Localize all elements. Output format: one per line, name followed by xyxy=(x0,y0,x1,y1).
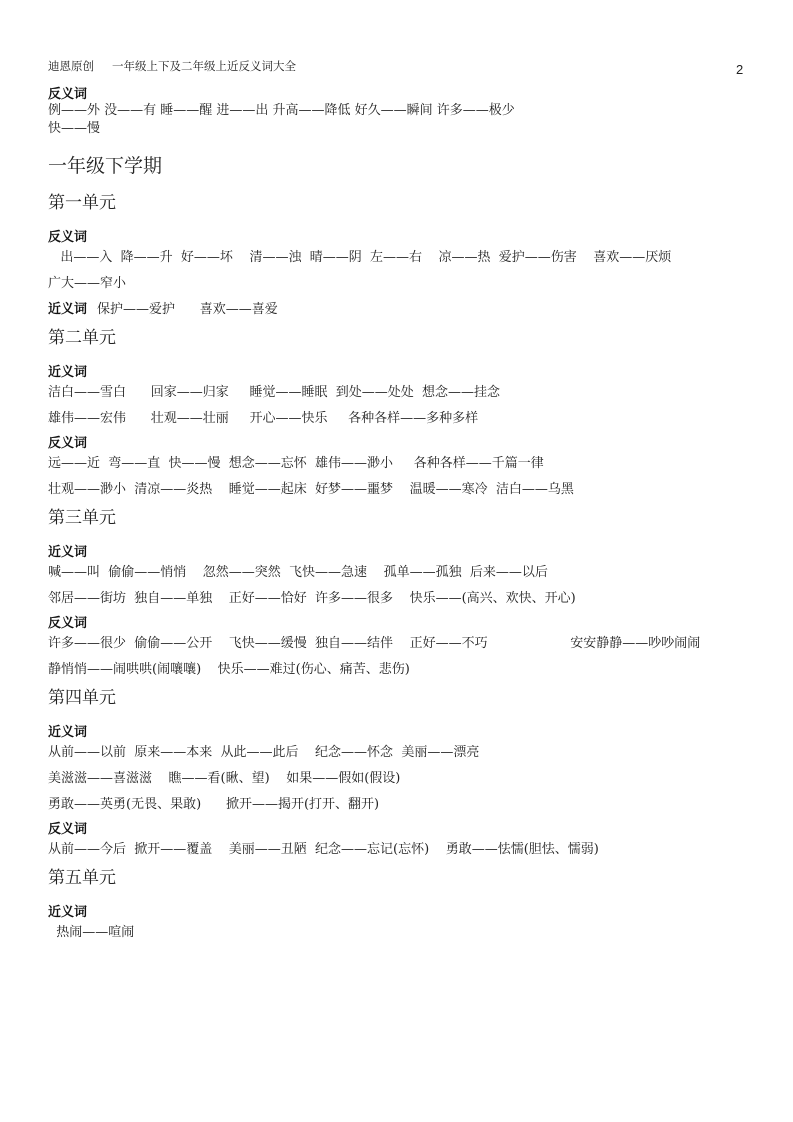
semester-heading: 一年级下学期 xyxy=(48,155,163,177)
page-number: 2 xyxy=(736,62,744,77)
unit-heading: 第五单元 xyxy=(48,868,116,888)
section-label: 近义词 xyxy=(48,725,88,740)
section-label: 近义词 xyxy=(48,302,88,317)
section-label: 反义词 xyxy=(48,436,88,451)
word-pair-line: 例——外 没——有 睡——醒 进——出 升高——降低 好久——瞬间 许多——极少 xyxy=(48,103,515,118)
section-label: 反义词 xyxy=(48,822,88,837)
intro-section xyxy=(48,83,748,138)
unit-1 xyxy=(48,192,748,323)
word-pair-line: 快——慢 xyxy=(48,121,101,136)
section-label: 近义词 xyxy=(48,905,88,920)
word-pair-line: 远——近 弯——直 快——慢 想念——忘怀 雄伟——渺小 各种各样——千篇一律 xyxy=(48,456,544,471)
unit-heading: 第三单元 xyxy=(48,508,116,528)
section-label: 反义词 xyxy=(48,230,88,245)
word-pair-line: 喊——叫 偷偷——悄悄 忽然——突然 飞快——急速 孤单——孤独 后来——以后 xyxy=(48,565,548,580)
section-label: 反义词 xyxy=(48,616,88,631)
word-pair-line: 壮观——渺小 清凉——炎热 睡觉——起床 好梦——噩梦 温暖——寒冷 洁白——乌黑 xyxy=(48,482,574,497)
unit-heading: 第二单元 xyxy=(48,328,116,348)
word-pair-line: 美滋滋——喜滋滋 瞧——看(瞅、望) 如果——假如(假设) xyxy=(48,771,401,786)
word-pair-line: 出——入 降——升 好——坏 清——浊 晴——阴 左——右 凉——热 爱护——伤害 喜欢——厌烦 xyxy=(48,250,672,265)
word-pair-line: 从前——以前 原来——本来 从此——此后 纪念——怀念 美丽——漂亮 xyxy=(48,745,480,760)
header-title: 一年级上下及二年级上近反义词大全 xyxy=(112,59,296,73)
word-pair-line: 洁白——雪白 回家——归家 睡觉——睡眠 到处——处处 想念——挂念 xyxy=(48,385,500,400)
word-pair-line: 邻居——街坊 独自——单独 正好——恰好 许多——很多 快乐——(高兴、欢快、开心) xyxy=(48,591,576,606)
unit-heading: 第四单元 xyxy=(48,688,116,708)
word-pair-line: 静悄悄——闹哄哄(闹嚷嚷) 快乐——难过(伤心、痛苦、悲伤) xyxy=(48,662,410,677)
word-pair-line: 热闹——喧闹 xyxy=(48,925,135,940)
word-pair-text: 保护——爱护 喜欢——喜爱 xyxy=(97,302,278,317)
unit-5 xyxy=(48,867,748,946)
unit-2 xyxy=(48,327,748,503)
word-pair-line: 从前——今后 掀开——覆盖 美丽——丑陋 纪念——忘记(忘怀) 勇敢——怯懦(胆怯、懦弱) xyxy=(48,842,599,857)
word-pair-line: 广大——窄小 xyxy=(48,276,127,291)
word-pair-line: 勇敢——英勇(无畏、果敢) 掀开——揭开(打开、翻开) xyxy=(48,797,380,812)
section-label: 近义词 xyxy=(48,545,88,560)
unit-3 xyxy=(48,507,748,683)
unit-4 xyxy=(48,687,748,863)
section-label: 近义词 xyxy=(48,365,88,380)
page-header xyxy=(48,58,296,74)
word-pair-line: 雄伟——宏伟 壮观——壮丽 开心——快乐 各种各样——多种多样 xyxy=(48,411,479,426)
document-body xyxy=(48,83,748,946)
word-pair-line: 许多——很少 偷偷——公开 飞快——缓慢 独自——结伴 正好——不巧 安安静静——吵吵闹闹 xyxy=(48,636,701,651)
section-label: 反义词 xyxy=(48,87,88,102)
inline-synonym-line xyxy=(48,297,748,323)
unit-heading: 第一单元 xyxy=(48,193,116,213)
header-author: 迪恩原创 xyxy=(48,59,94,73)
